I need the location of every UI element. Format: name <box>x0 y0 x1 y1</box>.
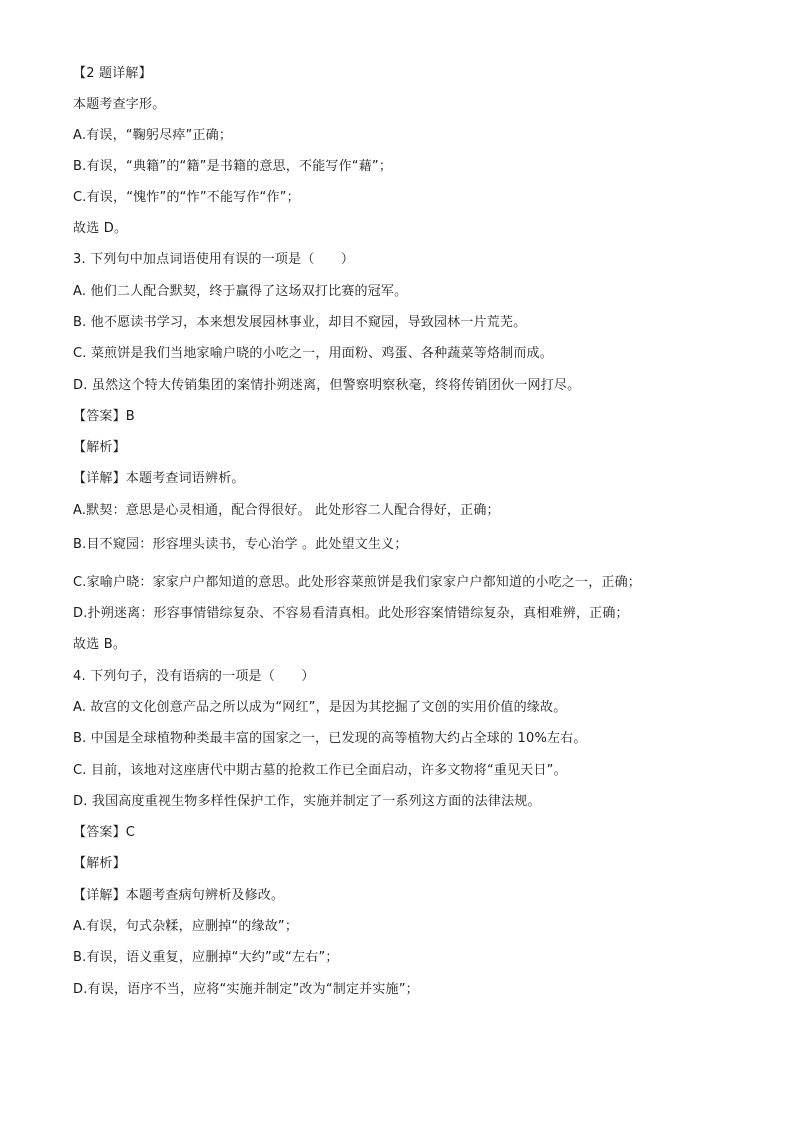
detail-heading: 【详解】本题考查词语辨析。 <box>73 471 245 486</box>
question-4-option-a: A. 故宫的文化创意产品之所以成为“网红”，是因为其挖掘了文创的实用价值的缘故。 <box>73 700 567 715</box>
text-line: C.有误，“愧怍”的“怍”不能写作“作”； <box>73 190 300 205</box>
question-4-stem: 4. 下列句子，没有语病的一项是（ ） <box>73 669 315 684</box>
text-line: A.有误，句式杂糅，应删掉“的缘故”； <box>73 919 299 934</box>
question-3-option-b: B. 他不愿读书学习，本来想发展园林事业，却目不窥园，导致园林一片荒芜。 <box>73 315 527 330</box>
question-3-option-d: D. 虽然这个特大传销集团的案情扑朔迷离，但警察明察秋毫，终将传销团伙一网打尽。 <box>73 378 581 393</box>
detail-heading: 【详解】本题考查病句辨析及修改。 <box>73 888 285 903</box>
answer-label: 【答案】B <box>73 409 135 424</box>
text-line: D.扑朔迷离：形容事情错综复杂、不容易看清真相。此处形容案情错综复杂，真相难辨，正确； <box>73 606 629 621</box>
text-line: B.目不窥园：形容埋头读书，专心治学 。此处望文生义； <box>73 537 408 552</box>
text-line: 本题考查字形。 <box>73 97 166 112</box>
question-3-stem: 3. 下列句中加点词语使用有误的一项是（ ） <box>73 252 355 267</box>
text-line: B.有误，“典籍”的“籍”是书籍的意思，不能写作“藉”； <box>73 159 393 174</box>
analysis-label: 【解析】 <box>73 440 126 455</box>
text-line: D.有误，语序不当，应将“实施并制定”改为“制定并实施”； <box>73 982 419 997</box>
text-line: 故选 D。 <box>73 221 128 236</box>
question-4-option-b: B. 中国是全球植物种类最丰富的国家之一，已发现的高等植物大约占全球的 10%左右。 <box>73 731 587 746</box>
text-line: B.有误，语义重复，应删掉“大约”或“左右”； <box>73 950 339 965</box>
question-3-option-c: C. 菜煎饼是我们当地家喻户晓的小吃之一，用面粉、鸡蛋、各种蔬菜等烙制而成。 <box>73 346 553 361</box>
question-3-option-a: A. 他们二人配合默契，终于赢得了这场双打比赛的冠军。 <box>73 284 408 299</box>
answer-label: 【答案】C <box>73 825 136 840</box>
text-line: C.家喻户晓：家家户户都知道的意思。此处形容菜煎饼是我们家家户户都知道的小吃之一，正确； <box>73 575 642 590</box>
analysis-label: 【解析】 <box>73 856 126 871</box>
text-line: 故选 B。 <box>73 637 127 652</box>
text-line: A.默契：意思是心灵相通，配合得很好。 此处形容二人配合得好，正确； <box>73 503 500 518</box>
question-4-option-d: D. 我国高度重视生物多样性保护工作，实施并制定了一系列这方面的法律法规。 <box>73 794 541 809</box>
text-line: A.有误，“鞠躬尽瘁”正确； <box>73 128 233 143</box>
question-4-option-c: C. 目前，该地对这座唐代中期古墓的抢救工作已全面启动，许多文物将“重见天日”。 <box>73 763 567 778</box>
section-heading-q2-detail: 【2 题详解】 <box>73 66 152 81</box>
